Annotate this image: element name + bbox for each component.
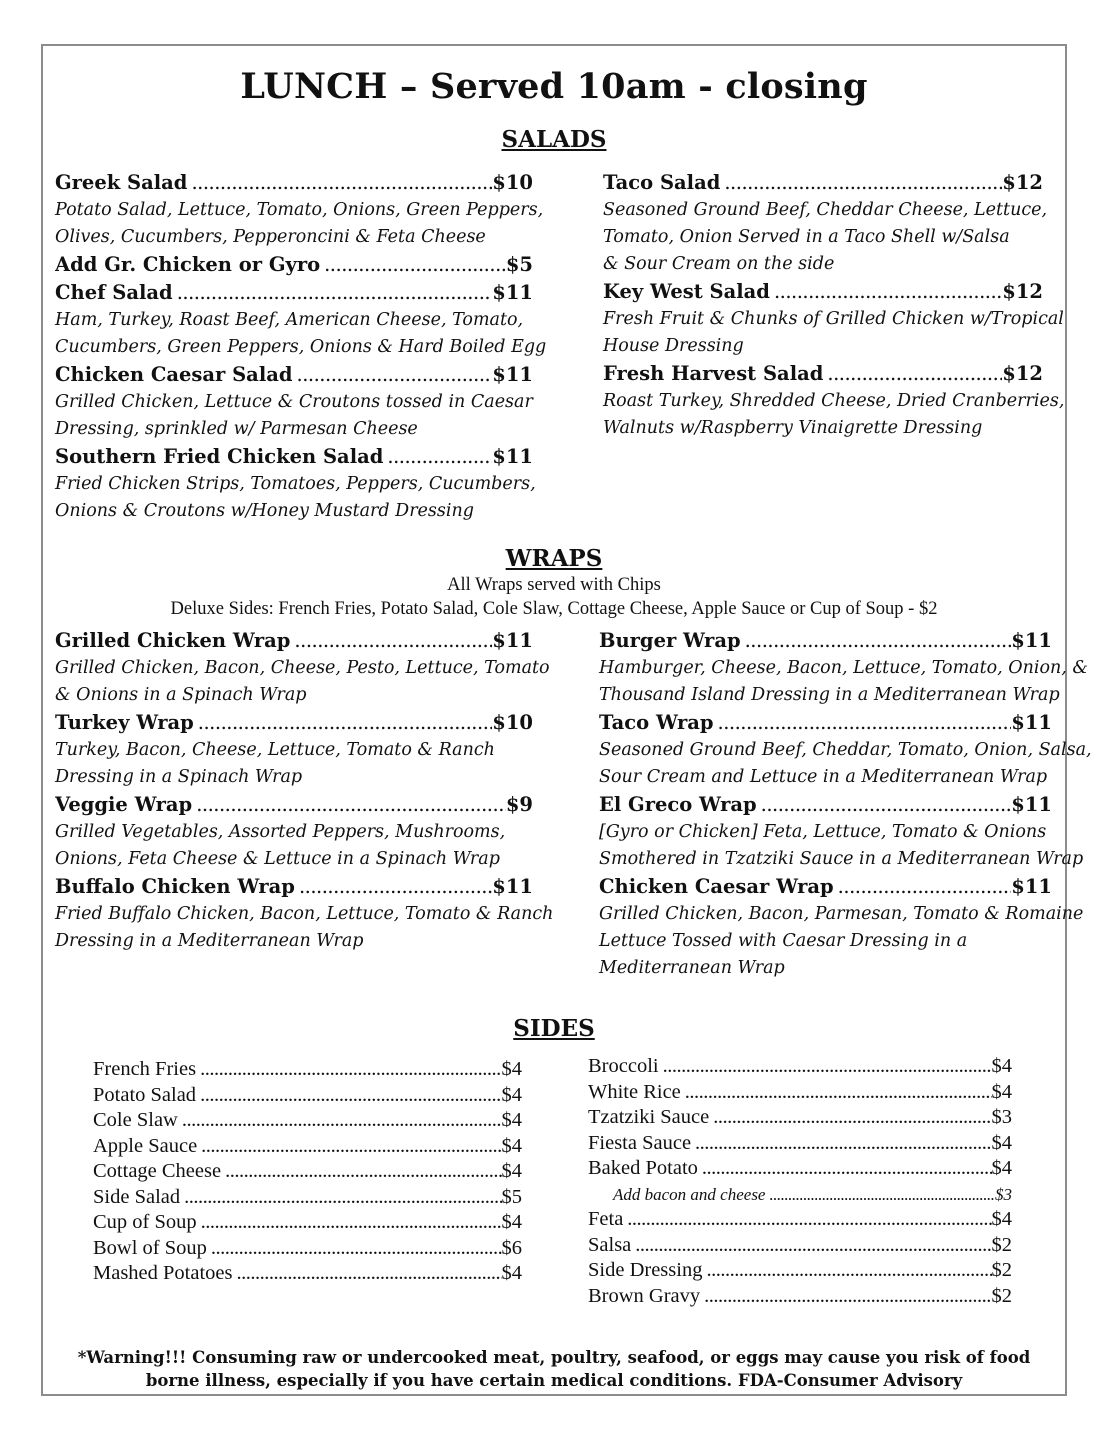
dot-leader — [623, 1207, 991, 1233]
menu-item — [55, 709, 533, 791]
menu-item-description: Dressing, sprinkled w/ Parmesan Cheese — [55, 419, 418, 439]
side-item-price: $2 — [991, 1284, 1012, 1307]
menu-item-description: Tomato, Onion Served in a Taco Shell w/Salsa — [603, 227, 1010, 247]
dot-leader — [714, 709, 1012, 737]
menu-item-name: Add Gr. Chicken or Gyro — [55, 253, 321, 276]
menu-item-description: Fried Chicken Strips, Tomatoes, Peppers, Cucumbers, — [55, 474, 536, 494]
dot-leader — [691, 1131, 991, 1157]
dot-leader — [187, 169, 492, 197]
wraps-heading: WRAPS — [505, 545, 603, 572]
dot-leader — [631, 1233, 991, 1259]
menu-item-name: Chef Salad — [55, 281, 173, 304]
menu-item-header — [55, 361, 533, 389]
menu-item-name: Taco Wrap — [599, 711, 714, 734]
side-item-price: $4 — [501, 1134, 522, 1157]
dot-leader — [823, 360, 1002, 388]
menu-item-description: Dressing in a Spinach Wrap — [55, 767, 303, 787]
menu-item-name: Key West Salad — [603, 280, 770, 303]
dot-leader — [834, 873, 1012, 901]
menu-item-description: & Sour Cream on the side — [603, 254, 835, 274]
menu-item-description: & Onions in a Spinach Wrap — [55, 685, 307, 705]
menu-item-price: $10 — [492, 711, 533, 734]
menu-item-price: $11 — [492, 875, 533, 898]
dot-leader — [180, 1185, 501, 1211]
menu-item-name: Taco Salad — [603, 171, 721, 194]
side-item-price: $4 — [501, 1160, 522, 1182]
menu-item — [599, 873, 1084, 982]
menu-item-header — [55, 251, 533, 279]
side-item-price: $2 — [991, 1259, 1012, 1281]
dot-leader — [702, 1258, 991, 1284]
side-item-price: $2 — [991, 1233, 1012, 1256]
menu-item — [55, 169, 544, 251]
sides-right-column — [588, 1054, 1012, 1309]
dot-leader — [178, 1108, 502, 1134]
side-item-price: $4 — [991, 1080, 1012, 1103]
menu-item-description: Mediterranean Wrap — [599, 958, 785, 978]
warning-line-1: *Warning!!! Consuming raw or undercooked meat, poultry, seafood, or eggs may cause you risk of food — [77, 1348, 1031, 1367]
dot-leader — [320, 251, 506, 279]
menu-item-name: Chicken Caesar Wrap — [599, 875, 834, 898]
menu-item-price: $5 — [505, 253, 533, 276]
menu-item — [55, 627, 550, 709]
menu-item-description: Grilled Vegetables, Assorted Peppers, Mushrooms, — [55, 822, 506, 842]
menu-item-price: $11 — [1011, 711, 1052, 734]
menu-item-description: Hamburger, Cheese, Bacon, Lettuce, Tomato, Onion, & — [599, 658, 1089, 678]
dot-leader — [196, 1083, 501, 1109]
dot-leader — [720, 169, 1002, 197]
side-item-price: $3 — [995, 1184, 1012, 1204]
menu-item-description: Onions & Croutons w/Honey Mustard Dressing — [55, 501, 474, 521]
side-item-name: Add bacon and cheese — [613, 1184, 766, 1204]
menu-item-header — [55, 279, 533, 307]
menu-item-name: Grilled Chicken Wrap — [55, 629, 291, 652]
side-item-name: Cottage Cheese — [93, 1160, 222, 1182]
warning-line-2: borne illness, especially if you have certain medical conditions. FDA-Consumer Advisory — [145, 1371, 963, 1390]
wraps-chips-note: All Wraps served with Chips — [447, 575, 661, 595]
menu-item — [603, 278, 1064, 360]
menu-item-price: $12 — [1002, 362, 1043, 385]
side-item-price: $4 — [991, 1131, 1012, 1154]
dot-leader — [659, 1054, 992, 1080]
menu-item-name: Turkey Wrap — [55, 711, 194, 734]
menu-item-description: Walnuts w/Raspberry Vinaigrette Dressing — [603, 418, 983, 438]
menu-item-name: Greek Salad — [55, 171, 188, 194]
menu-item-header — [599, 791, 1052, 819]
menu-item-price: $9 — [505, 793, 533, 816]
side-item-price: $4 — [991, 1055, 1012, 1077]
dot-leader — [770, 278, 1002, 306]
menu-item-name: Buffalo Chicken Wrap — [55, 875, 295, 898]
side-item — [93, 1261, 522, 1287]
menu-item-description: Ham, Turkey, Roast Beef, American Cheese, Tomato, — [55, 310, 524, 330]
side-item-name: French Fries — [93, 1058, 197, 1080]
side-addon — [588, 1182, 1012, 1208]
menu-item-description: Fried Buffalo Chicken, Bacon, Lettuce, Tomato & Ranch — [55, 904, 554, 924]
side-item — [588, 1156, 1012, 1182]
wraps-deluxe-sides-note: Deluxe Sides: French Fries, Potato Salad, Cole Slaw, Cottage Cheese, Apple Sauce or Cup of Soup - $2 — [170, 599, 938, 619]
side-item — [588, 1054, 1012, 1080]
dot-leader — [293, 361, 493, 389]
menu-item-name: El Greco Wrap — [599, 793, 757, 816]
side-item-name: Salsa — [588, 1233, 632, 1256]
dot-leader — [233, 1261, 502, 1287]
dot-leader — [290, 627, 492, 655]
menu-item-description: Fresh Fruit & Chunks of Grilled Chicken w/Tropical — [603, 309, 1064, 329]
menu-item-description: Cucumbers, Green Peppers, Onions & Hard Boiled Egg — [55, 337, 547, 357]
menu-item-description: Potato Salad, Lettuce, Tomato, Onions, Green Peppers, — [55, 200, 544, 220]
side-item-price: $5 — [501, 1185, 522, 1208]
menu-item-description: Thousand Island Dressing in a Mediterranean Wrap — [599, 685, 1060, 705]
side-item-name: Cole Slaw — [93, 1109, 178, 1131]
menu-item — [55, 279, 547, 361]
side-item — [93, 1210, 522, 1236]
dot-leader — [194, 709, 493, 737]
menu-item-description: Onions, Feta Cheese & Lettuce in a Spinach Wrap — [55, 849, 500, 869]
side-item-name: Potato Salad — [93, 1083, 197, 1106]
dot-leader — [221, 1159, 501, 1185]
menu-item-description: Sour Cream and Lettuce in a Mediterranean Wrap — [599, 767, 1048, 787]
menu-item-name: Southern Fried Chicken Salad — [55, 445, 384, 468]
menu-item-price: $11 — [492, 281, 533, 304]
dot-leader — [295, 873, 492, 901]
wraps-right-column — [599, 627, 1092, 982]
side-item — [588, 1105, 1012, 1131]
menu-item — [55, 251, 533, 279]
side-item — [588, 1284, 1012, 1310]
side-item — [588, 1131, 1012, 1157]
menu-item-header — [55, 169, 533, 197]
menu-item-price: $12 — [1002, 280, 1043, 303]
menu-item — [55, 361, 533, 443]
dot-leader — [173, 279, 493, 307]
menu-item-header — [599, 709, 1052, 737]
menu-item — [599, 709, 1092, 791]
sides-left-column — [93, 1057, 522, 1287]
menu-item-price: $11 — [1011, 629, 1052, 652]
side-item-price: $4 — [991, 1157, 1012, 1179]
menu-item-name: Burger Wrap — [599, 629, 741, 652]
menu-item — [603, 169, 1048, 278]
menu-item — [55, 873, 554, 955]
side-item-name: Baked Potato — [588, 1157, 698, 1179]
salads-right-column — [603, 169, 1065, 442]
menu-item-header — [599, 627, 1052, 655]
side-item-name: Brown Gravy — [588, 1284, 701, 1307]
menu-item — [55, 443, 536, 525]
side-item-price: $4 — [501, 1058, 522, 1080]
menu-item-header — [55, 709, 533, 737]
side-item — [93, 1185, 522, 1211]
menu-item — [603, 360, 1065, 442]
salads-left-column — [55, 169, 547, 525]
menu-item — [599, 791, 1084, 873]
side-item-name: Broccoli — [588, 1055, 659, 1077]
menu-item-price: $10 — [492, 171, 533, 194]
side-item — [93, 1108, 522, 1134]
side-item — [93, 1134, 522, 1160]
menu-item-header — [55, 443, 533, 471]
menu-item-description: Grilled Chicken, Bacon, Parmesan, Tomato & Romaine — [599, 904, 1084, 924]
menu-item-price: $11 — [492, 363, 533, 386]
dot-leader — [196, 1057, 501, 1083]
menu-item-price: $11 — [492, 445, 533, 468]
menu-item-description: Turkey, Bacon, Cheese, Lettuce, Tomato & Ranch — [55, 740, 495, 760]
menu-item-header — [55, 873, 533, 901]
menu-item-description: Smothered in Tzatziki Sauce in a Mediterranean Wrap — [599, 849, 1084, 869]
side-item-name: Bowl of Soup — [93, 1236, 207, 1259]
menu-item-description: Roast Turkey, Shredded Cheese, Dried Cranberries, — [603, 391, 1065, 411]
dot-leader — [197, 1134, 501, 1160]
dot-leader — [207, 1236, 502, 1262]
menu-item — [55, 791, 533, 873]
menu-item-description: Grilled Chicken, Bacon, Cheese, Pesto, Lettuce, Tomato — [55, 658, 550, 678]
dot-leader — [681, 1080, 992, 1106]
side-item-name: Mashed Potatoes — [93, 1262, 233, 1284]
menu-item-header — [603, 169, 1043, 197]
side-item — [93, 1057, 522, 1083]
side-item-name: Fiesta Sauce — [588, 1131, 692, 1154]
side-item-price: $4 — [501, 1262, 522, 1284]
side-item — [588, 1258, 1012, 1284]
side-item-price: $4 — [501, 1211, 522, 1233]
menu-item-name: Fresh Harvest Salad — [603, 362, 824, 385]
food-safety-warning — [41, 1346, 1067, 1392]
menu-item-header — [55, 791, 533, 819]
side-item-price: $3 — [991, 1106, 1012, 1128]
menu-item-price: $11 — [1011, 875, 1052, 898]
side-item-price: $4 — [501, 1083, 522, 1106]
side-item — [588, 1207, 1012, 1233]
dot-leader — [709, 1105, 991, 1131]
dot-leader — [698, 1156, 992, 1182]
side-item-name: Feta — [588, 1208, 624, 1230]
side-item-name: Side Salad — [93, 1185, 181, 1208]
menu-item-header — [603, 360, 1043, 388]
salads-heading: SALADS — [501, 126, 607, 153]
side-item-name: Apple Sauce — [93, 1134, 198, 1157]
side-item — [93, 1159, 522, 1185]
menu-item-price: $11 — [1011, 793, 1052, 816]
side-item-price: $4 — [991, 1208, 1012, 1230]
menu-item-description: Grilled Chicken, Lettuce & Croutons tossed in Caesar — [55, 392, 533, 412]
sides-heading: SIDES — [513, 1015, 595, 1042]
menu-item-header — [55, 627, 533, 655]
menu-item-description: Seasoned Ground Beef, Cheddar Cheese, Lettuce, — [603, 200, 1048, 220]
menu-item-description: [Gyro or Chicken] Feta, Lettuce, Tomato & Onions — [599, 822, 1047, 842]
menu-item-description: House Dressing — [603, 336, 744, 356]
side-item-price: $4 — [501, 1109, 522, 1131]
menu-title: LUNCH – Served 10am - closing — [240, 66, 868, 107]
side-item-name: White Rice — [588, 1080, 681, 1103]
side-item — [588, 1080, 1012, 1106]
menu-item-price: $12 — [1002, 171, 1043, 194]
menu-item-header — [599, 873, 1052, 901]
menu-item-name: Veggie Wrap — [55, 793, 193, 816]
side-item-name: Tzatziki Sauce — [588, 1106, 710, 1128]
side-item-price: $6 — [501, 1236, 522, 1259]
side-item-name: Side Dressing — [588, 1259, 703, 1281]
dot-leader — [757, 791, 1012, 819]
dot-leader — [700, 1284, 991, 1310]
wraps-left-column — [55, 627, 554, 955]
menu-item-header — [603, 278, 1043, 306]
dot-leader — [765, 1182, 995, 1208]
side-item — [588, 1233, 1012, 1259]
side-item-name: Cup of Soup — [93, 1211, 197, 1233]
menu-item-description: Lettuce Tossed with Caesar Dressing in a — [599, 931, 968, 951]
menu-item-description: Dressing in a Mediterranean Wrap — [55, 931, 364, 951]
side-item — [93, 1236, 522, 1262]
dot-leader — [197, 1210, 502, 1236]
dot-leader — [192, 791, 506, 819]
dot-leader — [741, 627, 1012, 655]
menu-item-description: Seasoned Ground Beef, Cheddar, Tomato, Onion, Salsa, — [599, 740, 1092, 760]
menu-item-description: Olives, Cucumbers, Pepperoncini & Feta Cheese — [55, 227, 486, 247]
menu-item-name: Chicken Caesar Salad — [55, 363, 293, 386]
menu-item-price: $11 — [492, 629, 533, 652]
menu-item — [599, 627, 1089, 709]
side-item — [93, 1083, 522, 1109]
dot-leader — [383, 443, 492, 471]
